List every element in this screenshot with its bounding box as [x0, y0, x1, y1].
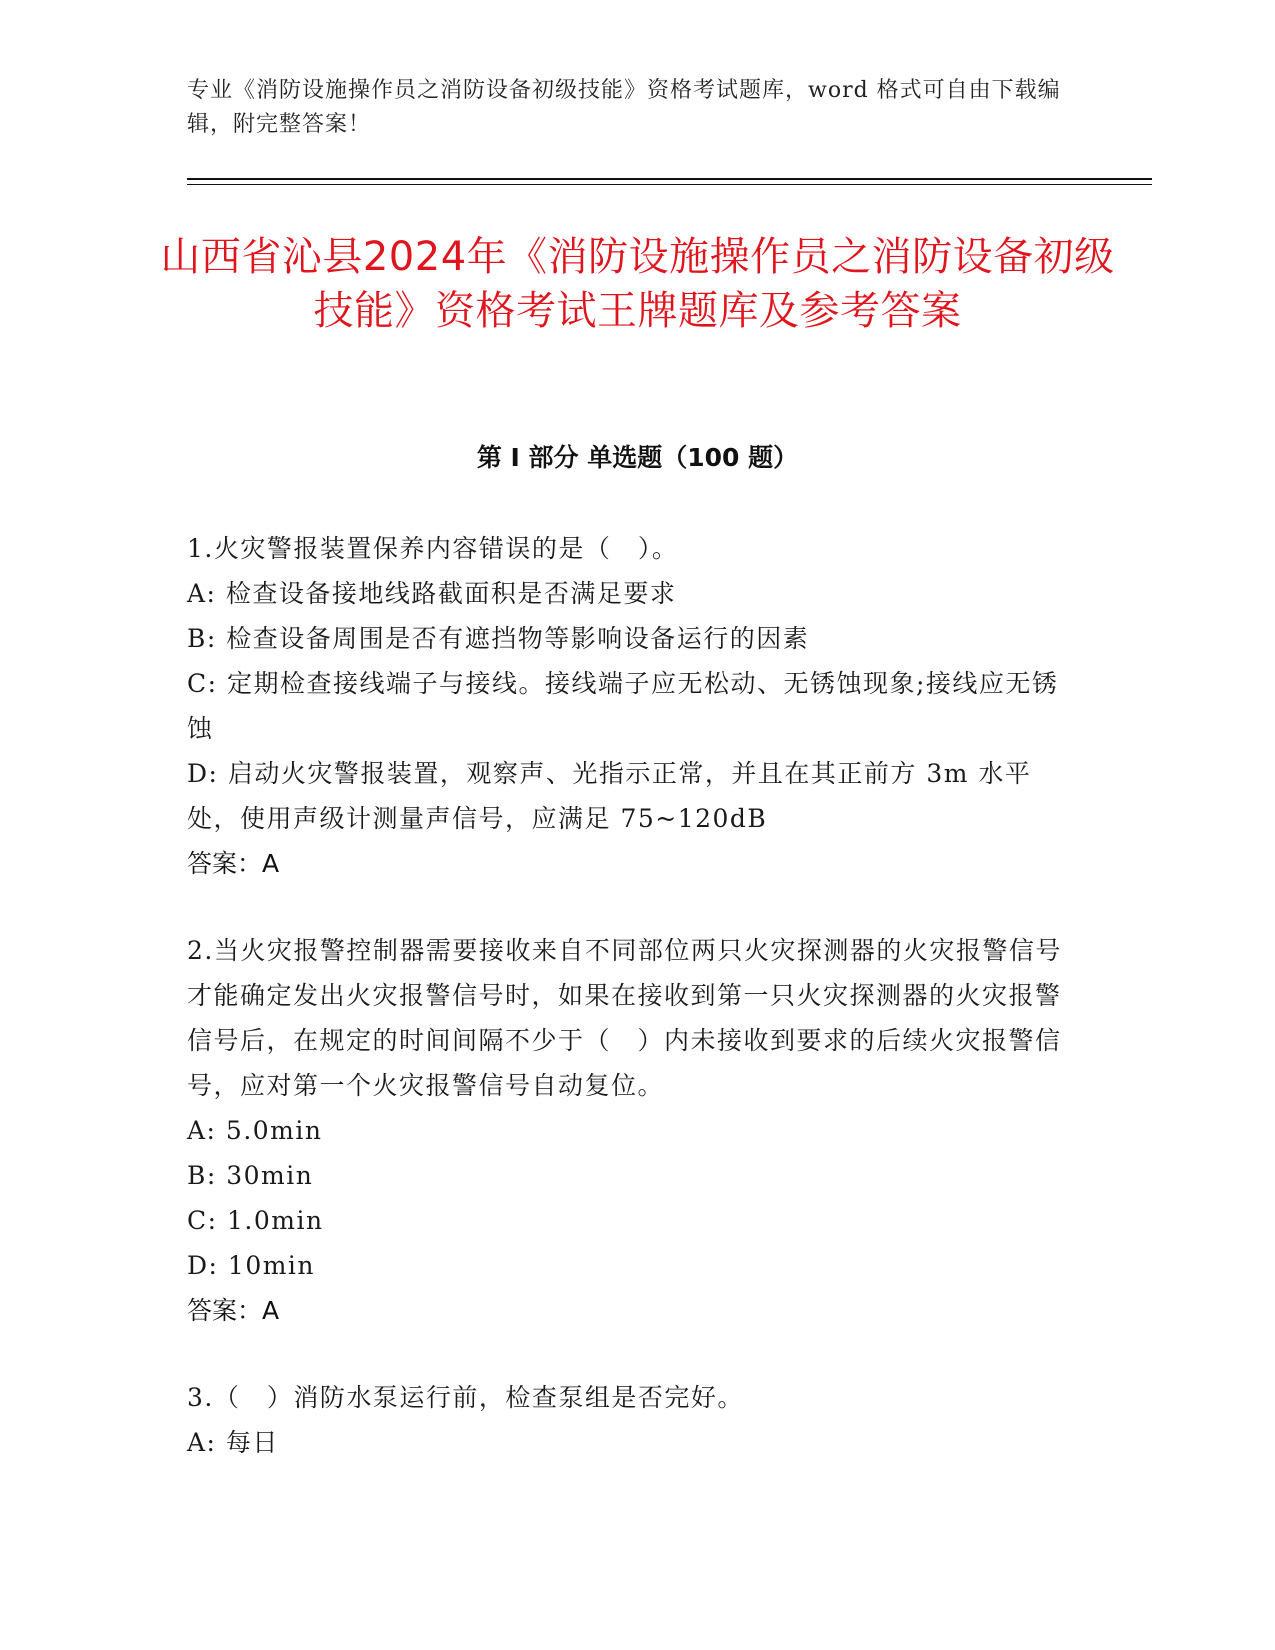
answer: 答案：A: [187, 1296, 280, 1325]
option-a: A: 每日: [187, 1428, 279, 1457]
section-title: 第 I 部分 单选题（100 题）: [476, 443, 799, 472]
option-a: A: 5.0min: [187, 1116, 323, 1145]
question-2: [187, 928, 1067, 1333]
header-divider-thick: [187, 178, 1152, 180]
question-1: [187, 526, 1067, 886]
option-b: B: 30min: [187, 1161, 314, 1190]
header-divider-thin: [187, 184, 1152, 185]
option-a: A: 检查设备接地线路截面积是否满足要求: [187, 579, 677, 608]
option-c: C: 1.0min: [187, 1206, 324, 1235]
question-stem: 1.火灾警报装置保养内容错误的是（ ）。: [187, 534, 679, 563]
question-stem: 2.当火灾报警控制器需要接收来自不同部位两只火灾探测器的火灾报警信号才能确定发出火灾报警信号时，如果在接收到第一只火灾探测器的火灾报警信号后，在规定的时间间隔不少于（ ）内未接收到要求的后续火灾报警信号，应对第一个火灾报警信号自动复位。: [187, 936, 1062, 1100]
document-title: 山西省沁县2024年《消防设施操作员之消防设备初级技能》资格考试王牌题库及参考答案: [160, 234, 1115, 334]
option-c: C: 定期检查接线端子与接线。接线端子应无松动、无锈蚀现象;接线应无锈蚀: [187, 669, 1059, 743]
question-3: [187, 1375, 1067, 1465]
question-stem: 3.（ ）消防水泵运行前，检查泵组是否完好。: [187, 1383, 744, 1412]
option-b: B: 检查设备周围是否有遮挡物等影响设备运行的因素: [187, 624, 810, 653]
header-note: 专业《消防设施操作员之消防设备初级技能》资格考试题库，word 格式可自由下载编辑，附完整答案！: [187, 78, 1061, 137]
question-list: [187, 526, 1067, 1507]
answer: 答案：A: [187, 849, 280, 878]
option-d: D: 10min: [187, 1251, 316, 1280]
option-d: D: 启动火灾警报装置，观察声、光指示正常，并且在其正前方 3m 水平处，使用声级计测量声信号，应满足 75~120dB: [187, 759, 1032, 833]
